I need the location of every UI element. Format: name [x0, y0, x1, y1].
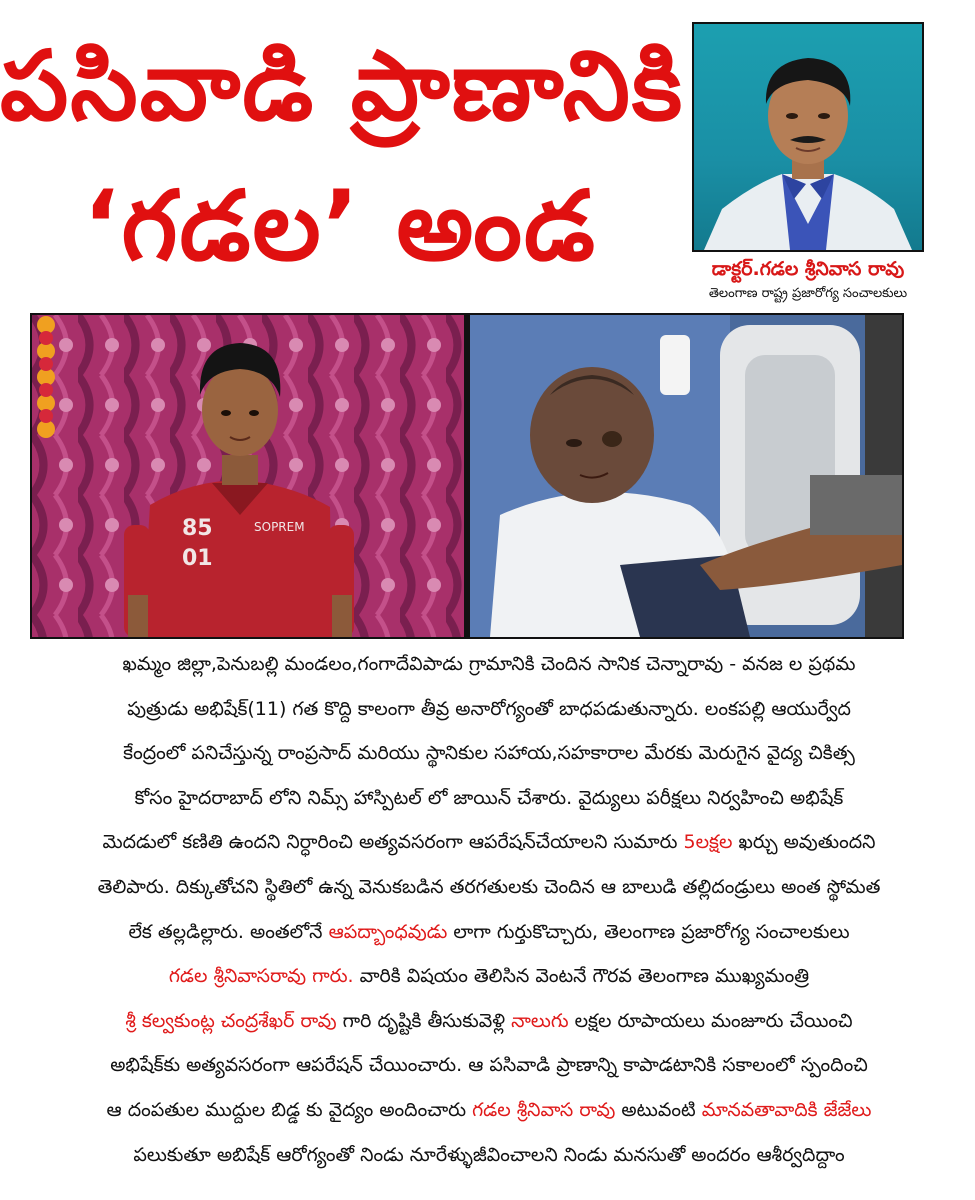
article-line [14, 1043, 964, 1088]
article-text: ఖమ్మం జిల్లా,పెనుబల్లి మండలం,గంగాదేవిపాడు గ్రామానికి చెందిన సానిక చెన్నారావు - వనజ ల ప్రథమ [122, 653, 856, 675]
article-line [14, 642, 964, 687]
article-highlight: గడల శ్రీనివాస రావు [472, 1098, 616, 1121]
svg-text:SOPREM: SOPREM [254, 520, 305, 534]
article-highlight: మానవతావాదికి జేజేలు [701, 1098, 872, 1121]
portrait-photo [692, 22, 924, 252]
headline-line-1: పసివాడి ప్రాణానికి [0, 30, 685, 142]
article-highlight: గడల శ్రీనివాసరావు గారు. [168, 965, 354, 988]
article-line [14, 1088, 964, 1133]
article-text: అటువంటి [615, 1098, 702, 1121]
article-text: కేంద్రంలో పనిచేస్తున్న రాంప్రసాద్ మరియు స్థానికుల సహాయ,సహకారాల మేరకు మెరుగైన వైద్య చికిత్స [123, 742, 855, 765]
article-text: లక్షల రూపాయలు మంజూరు చేయించి [568, 1009, 853, 1032]
article-text: పుత్రుడు అభిషేక్(11) గత కొద్ది కాలంగా తీవ్ర అనారోగ్యంతో బాధపడుతున్నారు. లంకపల్లి ఆయుర్వేద [127, 697, 851, 720]
article-text: తెలిపారు. దిక్కుతోచని స్థితిలో ఉన్న వెనుకబడిన తరగతులకు చెందిన ఆ బాలుడి తల్లిదండ్రులు అంత స్థోమత [97, 875, 881, 898]
headline-line-2: ‘గడల’ అండ [83, 170, 597, 282]
portrait-caption-role: తెలంగాణ రాష్ట్ర ప్రజారోగ్య సంచాలకులు [708, 286, 908, 301]
article-line [14, 954, 964, 999]
man-portrait-illustration [694, 24, 922, 250]
article-text: పలుకుతూ అబిషేక్ ఆరోగ్యంతో నిండు నూరేళ్ళుజీవించాలని నిండు మనసుతో అందరం ఆశీర్వదిద్దాం [133, 1143, 845, 1166]
article-line [14, 687, 964, 732]
article-highlight: 5లక్షల [683, 831, 733, 854]
photo-boy-standing [32, 315, 464, 637]
article-body [14, 642, 964, 1177]
svg-text:85: 85 [182, 516, 213, 541]
article-text: ఆ దంపతుల ముద్దుల బిడ్డ కు వైద్యం అందించారు [106, 1098, 473, 1121]
article-line [14, 776, 964, 821]
svg-text:01: 01 [182, 546, 213, 571]
article-line [14, 999, 964, 1044]
article-line [14, 731, 964, 776]
article-text: వారికి విషయం తెలిసిన వెంటనే గౌరవ తెలంగాణ ముఖ్యమంత్రి [353, 965, 810, 988]
article-text: కోసం హైదరాబాద్ లోని నిమ్స్ హాస్పిటల్ లో జాయిన్ చేశారు. వైద్యులు పరీక్షలు నిర్వహించి అభిషేక్ [134, 786, 844, 809]
article-text: లేక తల్లడిల్లారు. అంతలోనే [128, 920, 329, 943]
article-text: లాగా గుర్తుకొచ్చారు, తెలంగాణ ప్రజారోగ్య సంచాలకులు [447, 920, 850, 943]
portrait-caption-name: డాక్టర్.గడల శ్రీనివాస రావు [711, 258, 905, 280]
article-line [14, 1133, 964, 1178]
article-text: ఖర్చు అవుతుందని [732, 831, 876, 854]
article-highlight: ఆపద్బాంధవుడు [328, 920, 448, 943]
photo-collage [30, 313, 904, 639]
article-text: మెదడులో కణితి ఉందని నిర్ధారించి అత్యవసరంగా ఆపరేషన్‌చేయాలని సుమారు [102, 831, 684, 854]
article-line [14, 820, 964, 865]
article-line [14, 910, 964, 955]
article-highlight: నాలుగు [511, 1009, 569, 1032]
article-text: అభిషేక్‌కు అత్యవసరంగా ఆపరేషన్ చేయించారు. ఆ పసివాడి ప్రాణాన్ని కాపాడటానికి సకాలంలో స్పందించి [110, 1054, 868, 1077]
article-highlight: శ్రీ కల్వకుంట్ల చంద్రశేఖర్ రావు [125, 1009, 337, 1032]
photo-boy-hospital [470, 315, 902, 637]
article-text: గారి దృష్టికి తీసుకువెళ్లి [336, 1009, 512, 1032]
article-line [14, 865, 964, 910]
